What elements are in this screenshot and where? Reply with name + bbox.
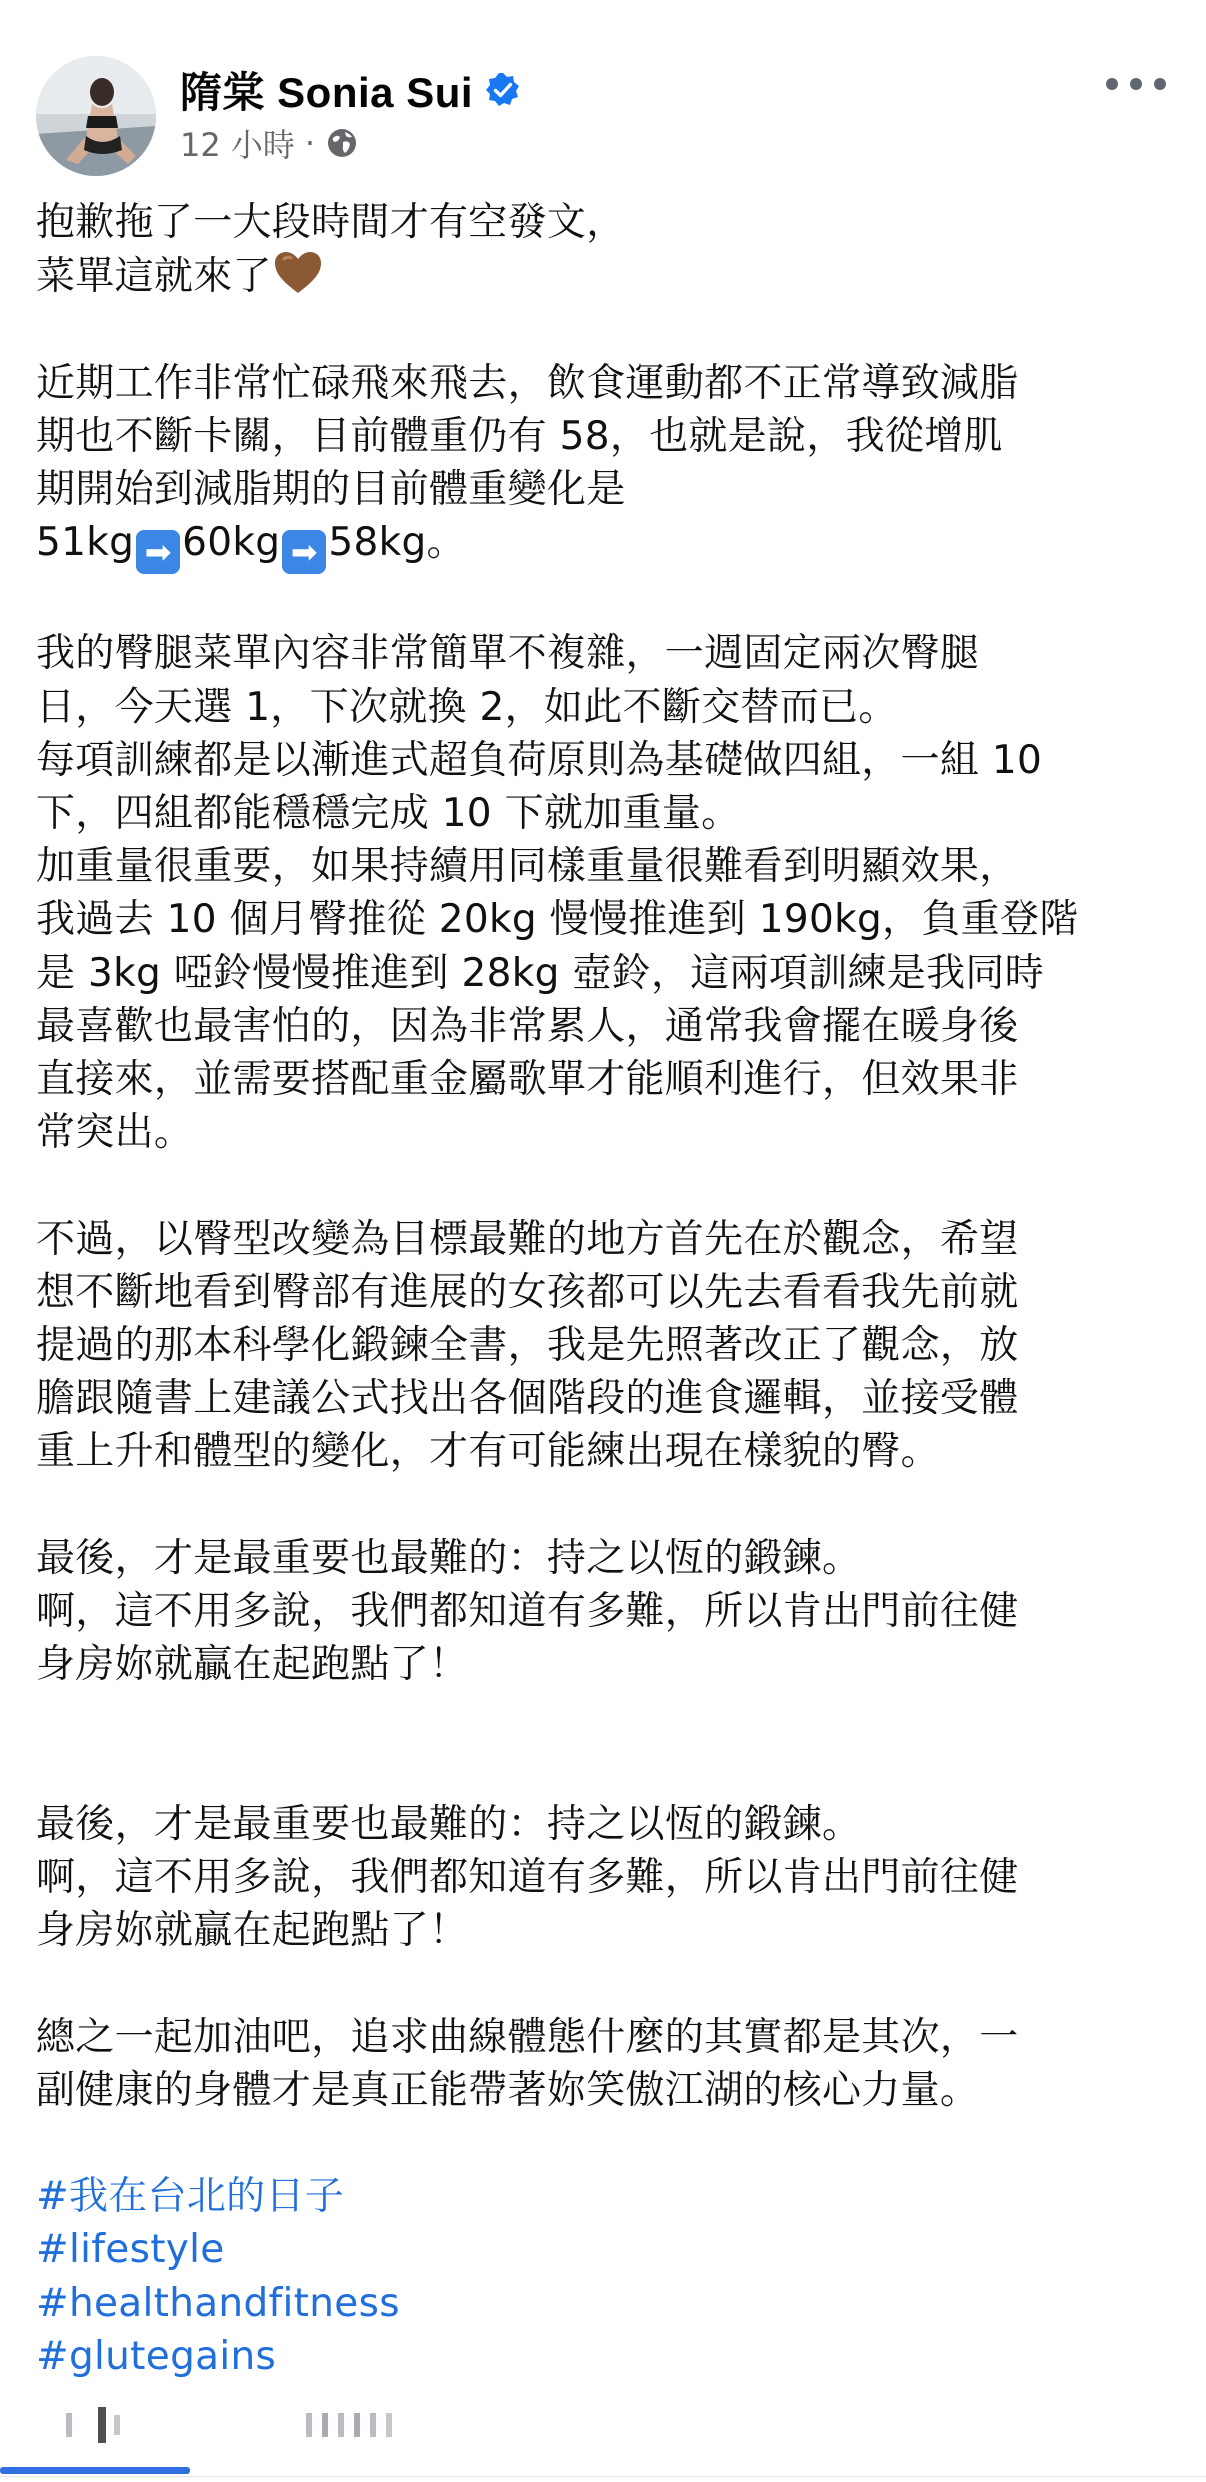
text-line: 啊，這不用多說，我們都知道有多難，所以肯出門前往健 bbox=[36, 1855, 1019, 1901]
paragraph-spacer bbox=[36, 1691, 1186, 1797]
text-line-content: 菜單這就來了 bbox=[36, 254, 272, 300]
text-line: 是 3kg 啞鈴慢慢推進到 28kg 壺鈴，這兩項訓練是我同時 bbox=[36, 950, 1045, 996]
weight-value: 60kg bbox=[182, 520, 281, 566]
text-line: 日，今天選 1，下次就換 2，如此不斷交替而已。 bbox=[36, 684, 898, 730]
paragraph-spacer bbox=[36, 303, 1186, 356]
meta-separator: · bbox=[304, 124, 316, 162]
avatar-photo bbox=[36, 56, 156, 176]
hashtag-link[interactable]: #lifestyle bbox=[36, 2227, 225, 2273]
text-line: 提過的那本科學化鍛鍊全書，我是先照著改正了觀念，放 bbox=[36, 1323, 1019, 1369]
tab-indicator-icon[interactable] bbox=[300, 2395, 420, 2455]
text-line: 副健康的身體才是真正能帶著妳笑傲江湖的核心力量。 bbox=[36, 2067, 980, 2113]
text-line: 我的臀腿菜單內容非常簡單不複雜，一週固定兩次臀腿 bbox=[36, 631, 980, 677]
text-line: 常突出。 bbox=[36, 1110, 194, 1156]
weight-value: 51kg bbox=[36, 520, 135, 566]
paragraph-spacer bbox=[36, 1479, 1186, 1532]
text-line: 每項訓練都是以漸進式超負荷原則為基礎做四組，一組 10 bbox=[36, 737, 1043, 783]
text-line: 最後，才是最重要也最難的：持之以恆的鍛鍊。 bbox=[36, 1535, 862, 1581]
text-line: 期也不斷卡關，目前體重仍有 58，也就是說，我從增肌 bbox=[36, 413, 1003, 459]
more-dot bbox=[1154, 78, 1166, 90]
weight-change-line bbox=[36, 516, 1186, 574]
paragraph-spacer bbox=[36, 2117, 1186, 2170]
more-dot bbox=[1106, 78, 1118, 90]
verified-badge-icon bbox=[485, 72, 521, 108]
hashtag-link[interactable]: #glutegains bbox=[36, 2333, 277, 2379]
text-line: 想不斷地看到臀部有進展的女孩都可以先去看看我先前就 bbox=[36, 1269, 1019, 1315]
text-line: 重上升和體型的變化，才有可能練出現在樣貌的臀。 bbox=[36, 1429, 940, 1475]
hashtag-link[interactable]: #我在台北的日子 bbox=[36, 2174, 345, 2220]
post-body bbox=[36, 196, 1186, 2383]
text-line: 最後，才是最重要也最難的：持之以恆的鍛鍊。 bbox=[36, 1801, 862, 1847]
active-tab-underline bbox=[0, 2467, 190, 2474]
tab-indicator-icon[interactable] bbox=[60, 2395, 156, 2455]
right-arrow-icon: ➡ bbox=[136, 530, 180, 574]
text-line: 直接來，並需要搭配重金屬歌單才能順利進行，但效果非 bbox=[36, 1057, 1019, 1103]
text-line: 身房妳就贏在起跑點了！ bbox=[36, 1908, 469, 1954]
text-line: 下，四組都能穩穩完成 10 下就加重量。 bbox=[36, 791, 741, 836]
weight-value: 58kg。 bbox=[328, 520, 466, 566]
text-line: 近期工作非常忙碌飛來飛去，飲食運動都不正常導致減脂 bbox=[36, 360, 1019, 406]
post-header bbox=[0, 0, 1206, 185]
text-line: 最喜歡也最害怕的，因為非常累人，通常我會擺在暖身後 bbox=[36, 1003, 1019, 1049]
hashtag-link[interactable]: #healthandfitness bbox=[36, 2280, 400, 2326]
text-line: 啊，這不用多說，我們都知道有多難，所以肯出門前往健 bbox=[36, 1589, 1019, 1635]
author-row bbox=[180, 62, 521, 118]
paragraph-spacer bbox=[36, 574, 1186, 627]
text-line: 不過，以臀型改變為目標最難的地方首先在於觀念，希望 bbox=[36, 1216, 1019, 1262]
right-arrow-icon: ➡ bbox=[282, 530, 326, 574]
text-line: 身房妳就贏在起跑點了！ bbox=[36, 1642, 469, 1688]
text-line: 總之一起加油吧，追求曲線體態什麼的其實都是其次，一 bbox=[36, 2014, 1019, 2060]
text-line: 加重量很重要，如果持續用同樣重量很難看到明顯效果， bbox=[36, 844, 1019, 890]
divider bbox=[0, 2476, 1206, 2477]
post-meta bbox=[180, 122, 359, 164]
brown-heart-icon bbox=[272, 249, 324, 297]
text-line: 我過去 10 個月臀推從 20kg 慢慢推進到 190kg，負重登階 bbox=[36, 897, 1079, 943]
avatar[interactable] bbox=[36, 56, 156, 176]
paragraph-spacer bbox=[36, 1159, 1186, 1212]
more-options-icon[interactable] bbox=[1106, 68, 1166, 100]
globe-icon[interactable] bbox=[325, 126, 359, 160]
paragraph-spacer bbox=[36, 1957, 1186, 2010]
post-timestamp[interactable]: 12 小時 bbox=[180, 126, 295, 164]
text-line: 抱歉拖了一大段時間才有空發文， bbox=[36, 200, 626, 245]
text-line bbox=[36, 249, 1186, 303]
more-dot bbox=[1130, 78, 1142, 90]
text-line: 膽跟隨書上建議公式找出各個階段的進食邏輯，並接受體 bbox=[36, 1376, 1019, 1422]
text-line: 期開始到減脂期的目前體重變化是 bbox=[36, 467, 626, 512]
author-name[interactable]: 隋棠 Sonia Sui bbox=[180, 69, 474, 116]
